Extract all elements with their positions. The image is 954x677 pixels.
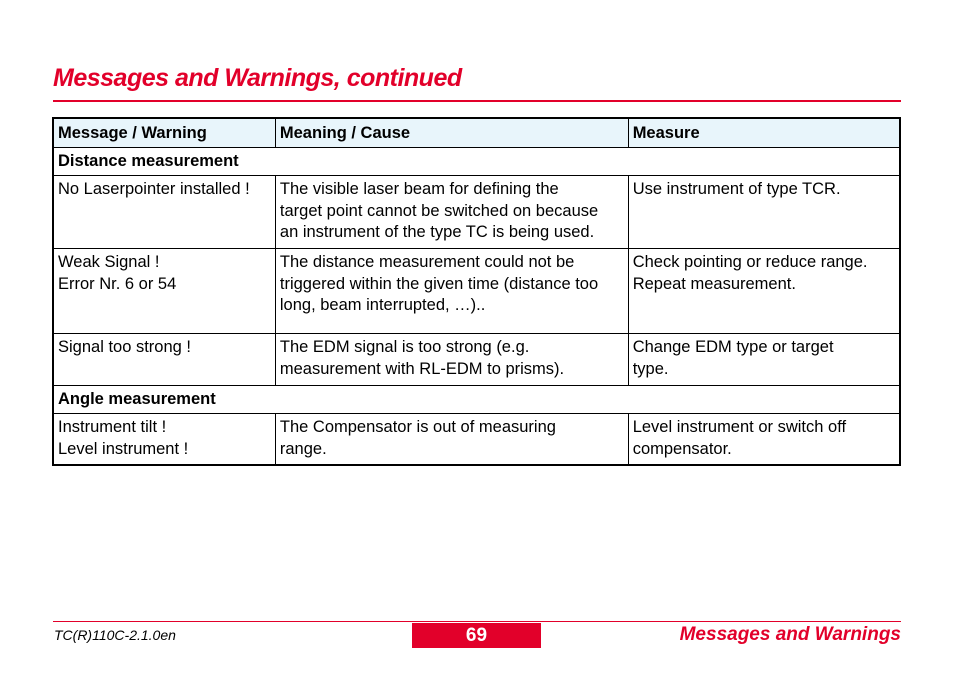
page-title: Messages and Warnings, continued — [53, 64, 462, 92]
header-measure: Measure — [628, 118, 900, 148]
section-row-angle — [53, 386, 900, 414]
meaning-line: The EDM signal is too strong (e.g. — [279, 338, 530, 356]
measure-line: Repeat measurement. — [632, 274, 796, 293]
message-line: Instrument tilt ! — [58, 418, 167, 436]
table-row — [53, 414, 900, 465]
measure-cell — [628, 414, 900, 465]
meaning-line: target point cannot be switched on because — [279, 201, 599, 220]
meaning-line: an instrument of the type TC is being used. — [279, 223, 595, 241]
table-header-row — [53, 118, 900, 148]
meaning-line: long, beam interrupted, …).. — [279, 296, 486, 314]
measure-line: Change EDM type or target — [632, 338, 834, 356]
message-cell — [53, 334, 275, 386]
measure-line: Level instrument or switch off — [632, 418, 847, 436]
page-number: 69 — [412, 623, 541, 648]
header-meaning: Meaning / Cause — [275, 118, 628, 148]
footer-divider — [53, 621, 901, 622]
measure-line: compensator. — [632, 439, 732, 458]
meaning-cell — [275, 414, 628, 465]
measure-line: Use instrument of type TCR. — [632, 180, 841, 198]
messages-table — [52, 117, 901, 466]
message-line: Level instrument ! — [58, 439, 189, 458]
meaning-line: triggered within the given time (distance too — [279, 274, 599, 293]
message-cell — [53, 249, 275, 334]
header-message: Message / Warning — [53, 118, 275, 148]
meaning-cell — [275, 249, 628, 334]
meaning-line: The distance measurement could not be — [279, 253, 575, 271]
footer-section-title: Messages and Warnings — [679, 624, 901, 645]
table-row — [53, 334, 900, 386]
meaning-line: range. — [279, 439, 327, 458]
table-row — [53, 176, 900, 249]
title-divider — [53, 100, 901, 102]
document-id: TC(R)110C-2.1.0en — [54, 627, 176, 643]
measure-line: Check pointing or reduce range. — [632, 253, 868, 271]
table-row — [53, 249, 900, 334]
meaning-line: The visible laser beam for defining the — [279, 180, 559, 198]
message-line: Error Nr. 6 or 54 — [58, 274, 177, 293]
message-cell — [53, 414, 275, 465]
section-heading: Angle measurement — [53, 386, 900, 414]
measure-cell — [628, 176, 900, 249]
meaning-cell — [275, 334, 628, 386]
measure-cell — [628, 249, 900, 334]
message-line: Weak Signal ! — [58, 253, 160, 271]
message-line: No Laserpointer installed ! — [58, 180, 250, 198]
measure-cell — [628, 334, 900, 386]
message-cell — [53, 176, 275, 249]
meaning-line: measurement with RL-EDM to prisms). — [279, 359, 565, 378]
meaning-line: The Compensator is out of measuring — [279, 418, 556, 436]
section-heading: Distance measurement — [53, 148, 900, 176]
measure-line: type. — [632, 359, 669, 378]
message-line: Signal too strong ! — [58, 338, 191, 356]
section-row-distance — [53, 148, 900, 176]
meaning-cell — [275, 176, 628, 249]
